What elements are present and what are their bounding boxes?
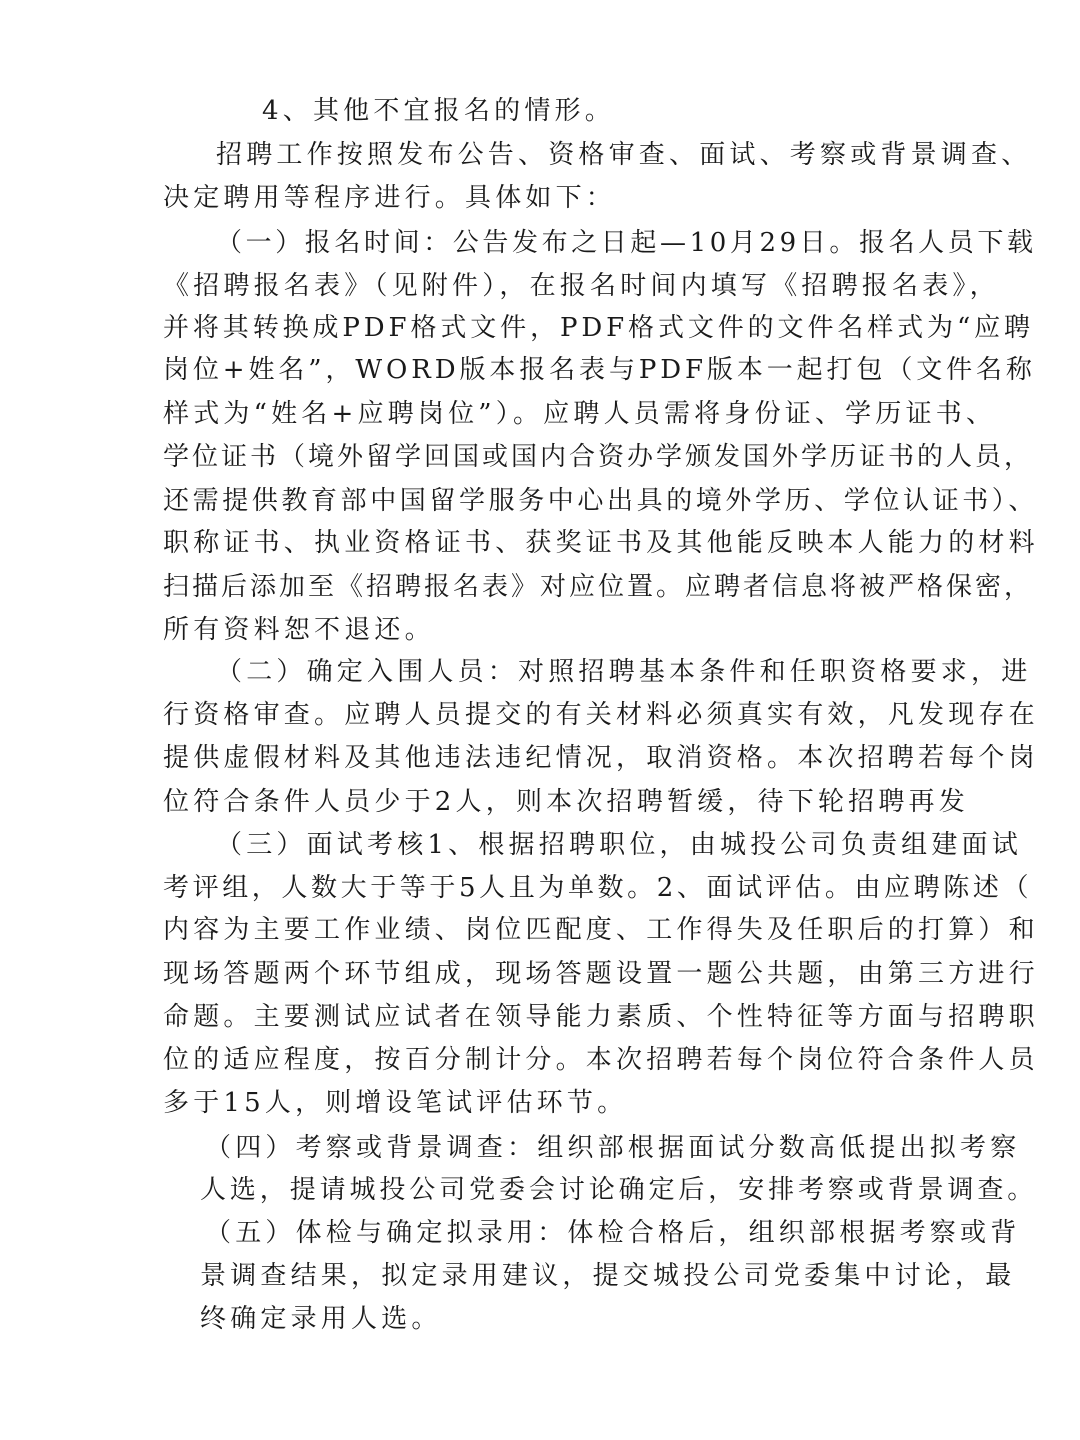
text-line: （一）报名时间：公告发布之日起—10月29日。报名人员下载 — [216, 228, 1037, 258]
text-line: 人选，提请城投公司党委会讨论确定后，安排考察或背景调查。 — [200, 1175, 1038, 1205]
text-line: 多于15人，则增设笔试评估环节。 — [163, 1088, 628, 1118]
text-line: 并将其转换成PDF格式文件，PDF格式文件的文件名样式为“应聘 — [163, 313, 1034, 343]
text-line: （三）面试考核1、根据招聘职位，由城投公司负责组建面试 — [216, 830, 1022, 860]
text-line: 行资格审查。应聘人员提交的有关材料必须真实有效，凡发现存在 — [163, 700, 1039, 730]
text-line: 考评组，人数大于等于5人且为单数。2、面试评估。由应聘陈述（ — [163, 873, 1033, 903]
text-line: 提供虚假材料及其他违法违纪情况，取消资格。本次招聘若每个岗 — [163, 743, 1039, 773]
text-line: 命题。主要测试应试者在领导能力素质、个性特征等方面与招聘职 — [163, 1002, 1039, 1032]
text-line: 终确定录用人选。 — [200, 1304, 442, 1334]
text-line: 景调查结果，拟定录用建议，提交城投公司党委集中讨论，最 — [200, 1261, 1016, 1291]
text-line: 职称证书、执业资格证书、获奖证书及其他能反映本人能力的材料 — [163, 528, 1039, 558]
text-line: 学位证书（境外留学回国或国内合资办学颁发国外学历证书的人员， — [163, 442, 1034, 472]
text-line: 样式为“姓名+应聘岗位”）。应聘人员需将身份证、学历证书、 — [163, 399, 997, 429]
text-line: 位符合条件人员少于2人，则本次招聘暂缓，待下轮招聘再发 — [163, 787, 969, 817]
text-line: 还需提供教育部中国留学服务中心出具的境外学历、学位认证书）、 — [163, 486, 1039, 516]
text-line: （四）考察或背景调查：组织部根据面试分数高低提出拟考察 — [205, 1133, 1021, 1163]
text-line: （二）确定入围人员：对照招聘基本条件和任职资格要求，进 — [216, 657, 1032, 687]
text-line: 决定聘用等程序进行。具体如下： — [163, 183, 617, 213]
text-line: 所有资料恕不退还。 — [163, 615, 435, 645]
text-line: 现场答题两个环节组成，现场答题设置一题公共题，由第三方进行 — [163, 959, 1039, 989]
text-line: 岗位+姓名”，WORD版本报名表与PDF版本一起打包（文件名称 — [163, 355, 1036, 385]
text-line: 招聘工作按照发布公告、资格审查、面试、考察或背景调查、 — [216, 140, 1032, 170]
text-line: 《招聘报名表》（见附件），在报名时间内填写《招聘报名表》， — [163, 271, 1000, 301]
text-line: 位的适应程度，按百分制计分。本次招聘若每个岗位符合条件人员 — [163, 1045, 1039, 1075]
text-line: 内容为主要工作业绩、岗位匹配度、工作得失及任职后的打算）和 — [163, 915, 1039, 945]
text-line: （五）体检与确定拟录用：体检合格后，组织部根据考察或背 — [205, 1218, 1021, 1248]
text-line: 扫描后添加至《招聘报名表》对应位置。应聘者信息将被严格保密， — [163, 572, 1034, 602]
text-line: 4、其他不宜报名的情形。 — [262, 96, 615, 126]
